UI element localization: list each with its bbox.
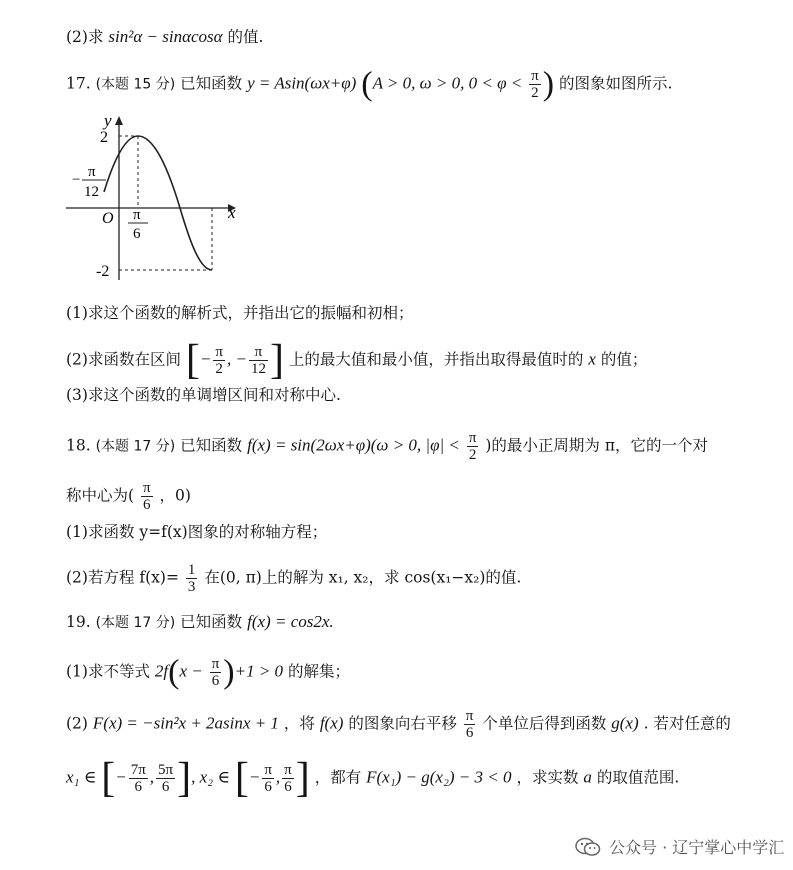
q18-points: (本题 17 分) — [95, 438, 176, 455]
q17-part2-b: 上的最大值和最小值，并指出取得最值时的 — [288, 350, 584, 369]
pos-tick-den: 6 — [133, 226, 141, 242]
q17-part3: (3)求这个函数的单调增区间和对称中心. — [66, 386, 341, 404]
neg-tick-den: 12 — [84, 184, 99, 200]
q19-part1-expr-b: x − — [179, 661, 203, 681]
q19-part2-b: ，将 — [283, 714, 315, 733]
q19-part2-frac-num: π — [465, 708, 474, 724]
q19-number: 19. — [66, 613, 91, 631]
q17-cond-frac-num: π — [531, 68, 539, 84]
q18-line2-frac-num: π — [143, 480, 151, 496]
y-min-label: -2 — [96, 263, 110, 280]
q17-lead: 已知函数 — [180, 74, 243, 93]
q18-func: f(x) = sin(2ωx+φ)(ω > 0, |φ| < — [247, 435, 460, 455]
q19-part2-a: (2) — [66, 714, 88, 733]
wechat-icon — [575, 837, 601, 861]
q18-part2-frac-den: 3 — [187, 579, 196, 595]
pos-tick-num: π — [133, 207, 141, 223]
q19-part2-frac — [464, 708, 476, 741]
watermark — [575, 835, 784, 861]
q18-func-frac-den: 2 — [468, 447, 477, 463]
neg-tick-num: π — [88, 164, 96, 180]
q19-points: (本题 17 分) — [95, 615, 176, 631]
q19-part1-frac — [210, 656, 222, 689]
q19-part2-e: . 若对任意的 — [643, 714, 731, 733]
q17-statement — [66, 65, 673, 103]
q19-x1-int-b-num: 5π — [158, 762, 174, 778]
q16-part2-label: (2)求 — [66, 28, 104, 46]
q19-part1-lparen: ( — [168, 653, 180, 691]
q16-part2-suffix: 的值. — [227, 28, 264, 46]
q19-x2-rbrack: ] — [295, 755, 310, 802]
q19-x1-int-b — [156, 762, 175, 795]
q19-x2-int-a — [262, 762, 274, 795]
q19-line2-ineq: F(x₁) − g(x₂) − 3 < 0 — [366, 767, 512, 787]
q17-suffix: 的图象如图所示. — [558, 74, 673, 93]
q18-part2-frac — [186, 562, 198, 595]
q17-part2-lbrack: [ — [185, 337, 200, 384]
q17-close-paren: ) — [542, 65, 555, 103]
q19-part2-func: F(x) = −sin²x + 2asinx + 1 — [92, 713, 279, 733]
q19-line2-var: a — [583, 767, 592, 787]
q19-part1-expr-a: 2f — [154, 661, 169, 681]
q19-part2-frac-den: 6 — [465, 725, 474, 741]
q19-x1-rbrack: ] — [177, 755, 192, 802]
q17-part2: (2)求函数在区间 [− $\frac{\pi}{2}$ , − $\frac{\pi}{12}$ ] 上的最大值和最小值，并指出取得最值时的 x 的值； — [66, 337, 648, 384]
sine-curve — [104, 136, 212, 270]
q18-part1: (1)求函数 y=f(x)图象的对称轴方程； — [66, 523, 328, 541]
q19-part1-rparen: ) — [223, 653, 235, 691]
q18-line2-frac — [141, 480, 153, 513]
q17-part2-int-a-den: 2 — [215, 361, 223, 377]
q18-number: 18. — [66, 436, 91, 455]
q17-number: 17. — [66, 74, 91, 93]
q17-open-paren: ( — [361, 65, 373, 103]
q17-part2-int-a-num: π — [215, 344, 223, 360]
q18-line2-a: 称中心为( — [66, 486, 135, 505]
q19-x1-int-b-den: 6 — [161, 779, 170, 795]
q19-x2-lbrack: [ — [234, 755, 249, 802]
q18-part2 — [66, 562, 521, 595]
q19-part2-c: 的图象向右平移 — [348, 714, 457, 733]
q19-x1-int-a — [129, 762, 148, 795]
q17-graph — [64, 110, 254, 290]
q18-part2-frac-num: 1 — [187, 562, 196, 578]
x-axis-label: x — [228, 203, 236, 222]
q17-part1: (1)求这个函数的解析式，并指出它的振幅和初相； — [66, 304, 414, 322]
q19-part1-expr-c: +1 > 0 — [234, 661, 284, 681]
q19-part1-a: (1)求不等式 — [66, 662, 150, 681]
q19-line2-c: ，求实数 — [516, 768, 579, 787]
q18-line2 — [66, 480, 191, 513]
y-max-label: 2 — [100, 129, 108, 146]
q17-cond-frac-den: 2 — [531, 85, 539, 101]
q17-cond: A > 0, ω > 0, 0 < φ < — [372, 73, 523, 93]
q19-func: f(x) = cos2x. — [247, 612, 334, 631]
q17-cond-frac — [529, 68, 541, 101]
y-axis-arrow — [115, 116, 123, 125]
q17-part2-int-b-den: 12 — [250, 361, 266, 377]
watermark-text: 公众号 · 辽宁掌心中学汇 — [609, 838, 785, 857]
q18-lead: 已知函数 — [180, 436, 243, 455]
neg-tick-sign: − — [72, 172, 81, 188]
q19-part2-f: f(x) — [319, 713, 344, 733]
q19-x1-int-a-den: 6 — [134, 779, 142, 795]
q16-part2-line — [66, 27, 263, 47]
q19-line2: x₁ ∈ [− $\frac{7\pi}{6}$ , $\frac{5\pi}{6}$ ], x₂ ∈ [− $\frac{\pi}{6}$ , $\frac{\pi}{6}$ ] ，都有 F(x₁) − g(x₂) − 3 < 0 ，求实数 a 的取值范围. — [66, 755, 680, 802]
q19-x2-int-a-den: 6 — [264, 779, 272, 795]
q19-part1-b: 的解集； — [287, 662, 350, 681]
q19-line2-b: ，都有 — [314, 768, 362, 787]
q19-lead: 已知函数 — [180, 613, 243, 631]
q18-statement — [66, 430, 708, 463]
q19-part2-g: g(x) — [611, 713, 639, 733]
q19-x2-int-b-den: 6 — [284, 779, 292, 795]
q17-part2-int-a — [213, 344, 225, 377]
y-axis-label: y — [104, 111, 112, 130]
q19-part2-d: 个单位后得到函数 — [482, 714, 607, 733]
q17-part2-c: 的值； — [600, 350, 648, 369]
q19-line2-x2: , x₂ ∈ — [191, 767, 230, 787]
q18-part2-a: (2)若方程 f(x)= — [66, 568, 179, 587]
origin-label: O — [102, 210, 114, 227]
q19-statement — [66, 612, 334, 633]
q17-part2-a: (2)求函数在区间 — [66, 350, 181, 369]
q17-func: y = Asin(ωx+φ) — [247, 73, 357, 93]
q16-part2-expr: sin²α − sinαcosα — [108, 27, 223, 46]
q19-part1-frac-den: 6 — [211, 673, 220, 689]
q19-x1-int-a-num: 7π — [130, 762, 146, 778]
q18-part2-b: 在(0, π)上的解为 x₁, x₂，求 cos(x₁−x₂)的值. — [204, 568, 522, 587]
q17-part2-int-b-num: π — [249, 344, 268, 361]
q17-part2-int-b — [249, 344, 268, 377]
q19-x2-int-a-num: π — [264, 762, 272, 778]
q19-part1 — [66, 653, 350, 691]
q19-line2-d: 的取值范围. — [596, 768, 680, 787]
q19-x2-int-b — [282, 762, 294, 795]
q19-x1-lbrack: [ — [101, 755, 116, 802]
q17-part2-var: x — [588, 349, 596, 369]
q17-points: (本题 15 分) — [95, 76, 176, 93]
q19-part2 — [66, 708, 731, 741]
q18-suffix: )的最小正周期为 π，它的一个对 — [485, 436, 709, 455]
q18-func-frac — [467, 430, 479, 463]
q19-line2-x1: x₁ ∈ — [66, 767, 97, 787]
q18-func-frac-num: π — [468, 430, 477, 446]
q19-x2-int-b-num: π — [284, 762, 292, 778]
q18-line2-frac-den: 6 — [143, 497, 151, 513]
q17-part2-rbrack: ] — [269, 337, 284, 384]
q18-line2-b: ，0) — [159, 486, 191, 505]
q19-part1-frac-num: π — [211, 656, 220, 672]
